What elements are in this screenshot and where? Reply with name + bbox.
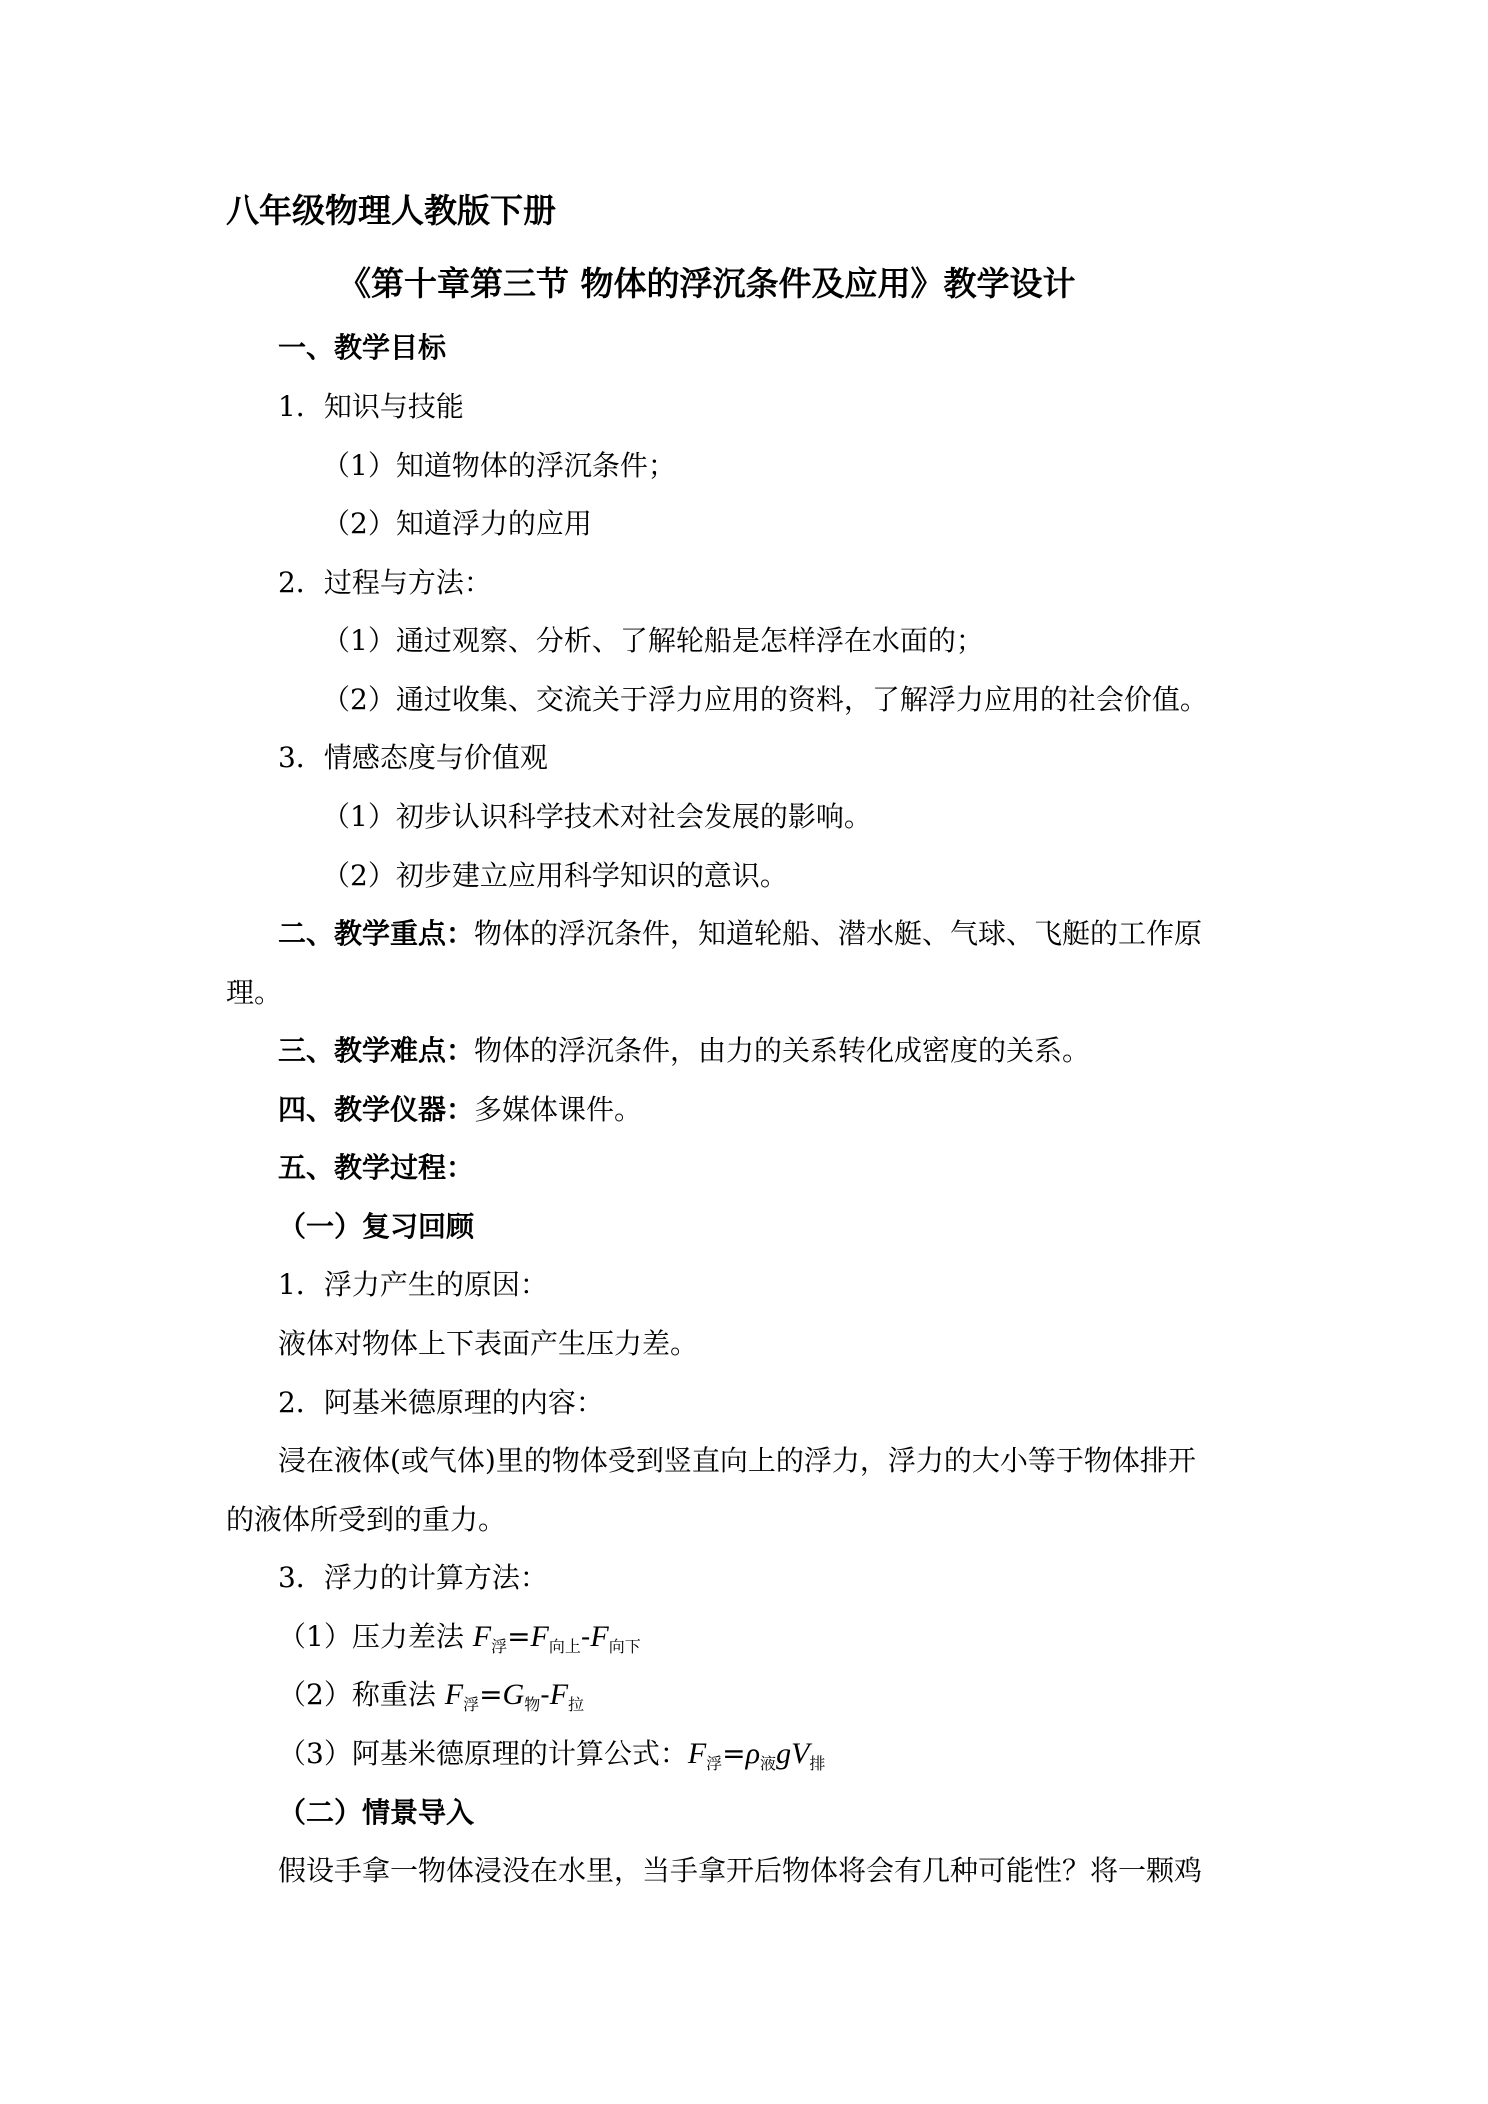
- formula-subscript: 拉: [568, 1695, 585, 1714]
- knowledge-item-2: （2）知道浮力的应用: [322, 507, 592, 540]
- formula-symbol: F: [549, 1678, 569, 1711]
- process-heading: 五、教学过程：: [278, 1151, 475, 1184]
- instruments-text: 多媒体课件。: [474, 1093, 643, 1126]
- archimedes-text-2: 的液体所受到的重力。: [226, 1503, 507, 1536]
- emotion-title: 3．情感态度与价值观: [278, 741, 548, 774]
- process-title: 2．过程与方法：: [278, 566, 492, 599]
- formula-symbol: F: [590, 1620, 609, 1653]
- formula-pressure-difference: [278, 1619, 641, 1665]
- formula-symbol: g: [776, 1737, 792, 1770]
- formula-archimedes: [278, 1736, 825, 1782]
- review-heading: （一）复习回顾: [278, 1210, 475, 1243]
- formula-subscript: 液: [760, 1754, 777, 1773]
- grade-title: 八年级物理人教版下册: [226, 191, 556, 230]
- cause-text: 液体对物体上下表面产生压力差。: [278, 1327, 699, 1360]
- formula-subscript: 向上: [548, 1637, 581, 1656]
- cause-title: 1．浮力产生的原因：: [278, 1268, 548, 1301]
- formula-operator: =: [507, 1620, 531, 1653]
- calc-title: 3．浮力的计算方法：: [278, 1561, 548, 1594]
- key-points-label: 二、教学重点：: [278, 917, 475, 950]
- difficulties-label: 三、教学难点：: [278, 1034, 475, 1067]
- objectives-heading: 一、教学目标: [278, 331, 447, 364]
- formula-symbol: ρ: [745, 1737, 761, 1770]
- method-3-label: （3）阿基米德原理的计算公式：: [278, 1737, 688, 1770]
- formula-subscript: 浮: [706, 1754, 723, 1773]
- formula-symbol: G: [502, 1678, 525, 1711]
- formula-subscript: 向下: [608, 1637, 641, 1656]
- formula-operator: -: [580, 1620, 591, 1653]
- formula-subscript: 浮: [463, 1695, 480, 1714]
- instruments-label: 四、教学仪器：: [278, 1093, 475, 1126]
- formula-weighing: [278, 1677, 584, 1723]
- process-item-2: （2）通过收集、交流关于浮力应用的资料，了解浮力应用的社会价值。: [322, 683, 1208, 716]
- formula-symbol: F: [530, 1620, 549, 1653]
- key-points-text: 物体的浮沉条件，知道轮船、潜水艇、气球、飞艇的工作原: [474, 917, 1203, 950]
- scene-text: 假设手拿一物体浸没在水里，当手拿开后物体将会有几种可能性？将一颗鸡: [278, 1854, 1203, 1887]
- instruments-line: [278, 1092, 642, 1128]
- formula-symbol: F: [472, 1620, 492, 1653]
- difficulties-line: [278, 1033, 1090, 1069]
- document-title: 《第十章第三节 物体的浮沉条件及应用》教学设计: [338, 264, 1076, 303]
- archimedes-text-1: 浸在液体(或气体)里的物体受到竖直向上的浮力，浮力的大小等于物体排开: [278, 1444, 1196, 1477]
- difficulties-text: 物体的浮沉条件，由力的关系转化成密度的关系。: [474, 1034, 1091, 1067]
- process-item-1: （1）通过观察、分析、了解轮船是怎样浮在水面的；: [322, 624, 984, 657]
- method-1-label: （1）压力差法: [278, 1620, 464, 1653]
- formula-symbol: F: [444, 1678, 464, 1711]
- formula-subscript: 浮: [491, 1637, 508, 1656]
- emotion-item-1: （1）初步认识科学技术对社会发展的影响。: [322, 800, 872, 833]
- emotion-item-2: （2）初步建立应用科学知识的意识。: [322, 859, 788, 892]
- formula-operator: =: [722, 1737, 746, 1770]
- archimedes-title: 2．阿基米德原理的内容：: [278, 1386, 604, 1419]
- formula-subscript: 排: [809, 1754, 826, 1773]
- key-points-text-cont: 理。: [226, 976, 283, 1009]
- knowledge-item-1: （1）知道物体的浮沉条件；: [322, 449, 676, 482]
- formula-operator: -: [540, 1678, 550, 1711]
- formula-symbol: V: [791, 1737, 810, 1770]
- knowledge-title: 1．知识与技能: [278, 390, 464, 423]
- key-points-line: [278, 916, 1202, 952]
- scene-heading: （二）情景导入: [278, 1796, 475, 1829]
- method-2-label: （2）称重法: [278, 1678, 436, 1711]
- formula-operator: =: [479, 1678, 503, 1711]
- formula-subscript: 物: [524, 1695, 541, 1714]
- formula-symbol: F: [687, 1737, 707, 1770]
